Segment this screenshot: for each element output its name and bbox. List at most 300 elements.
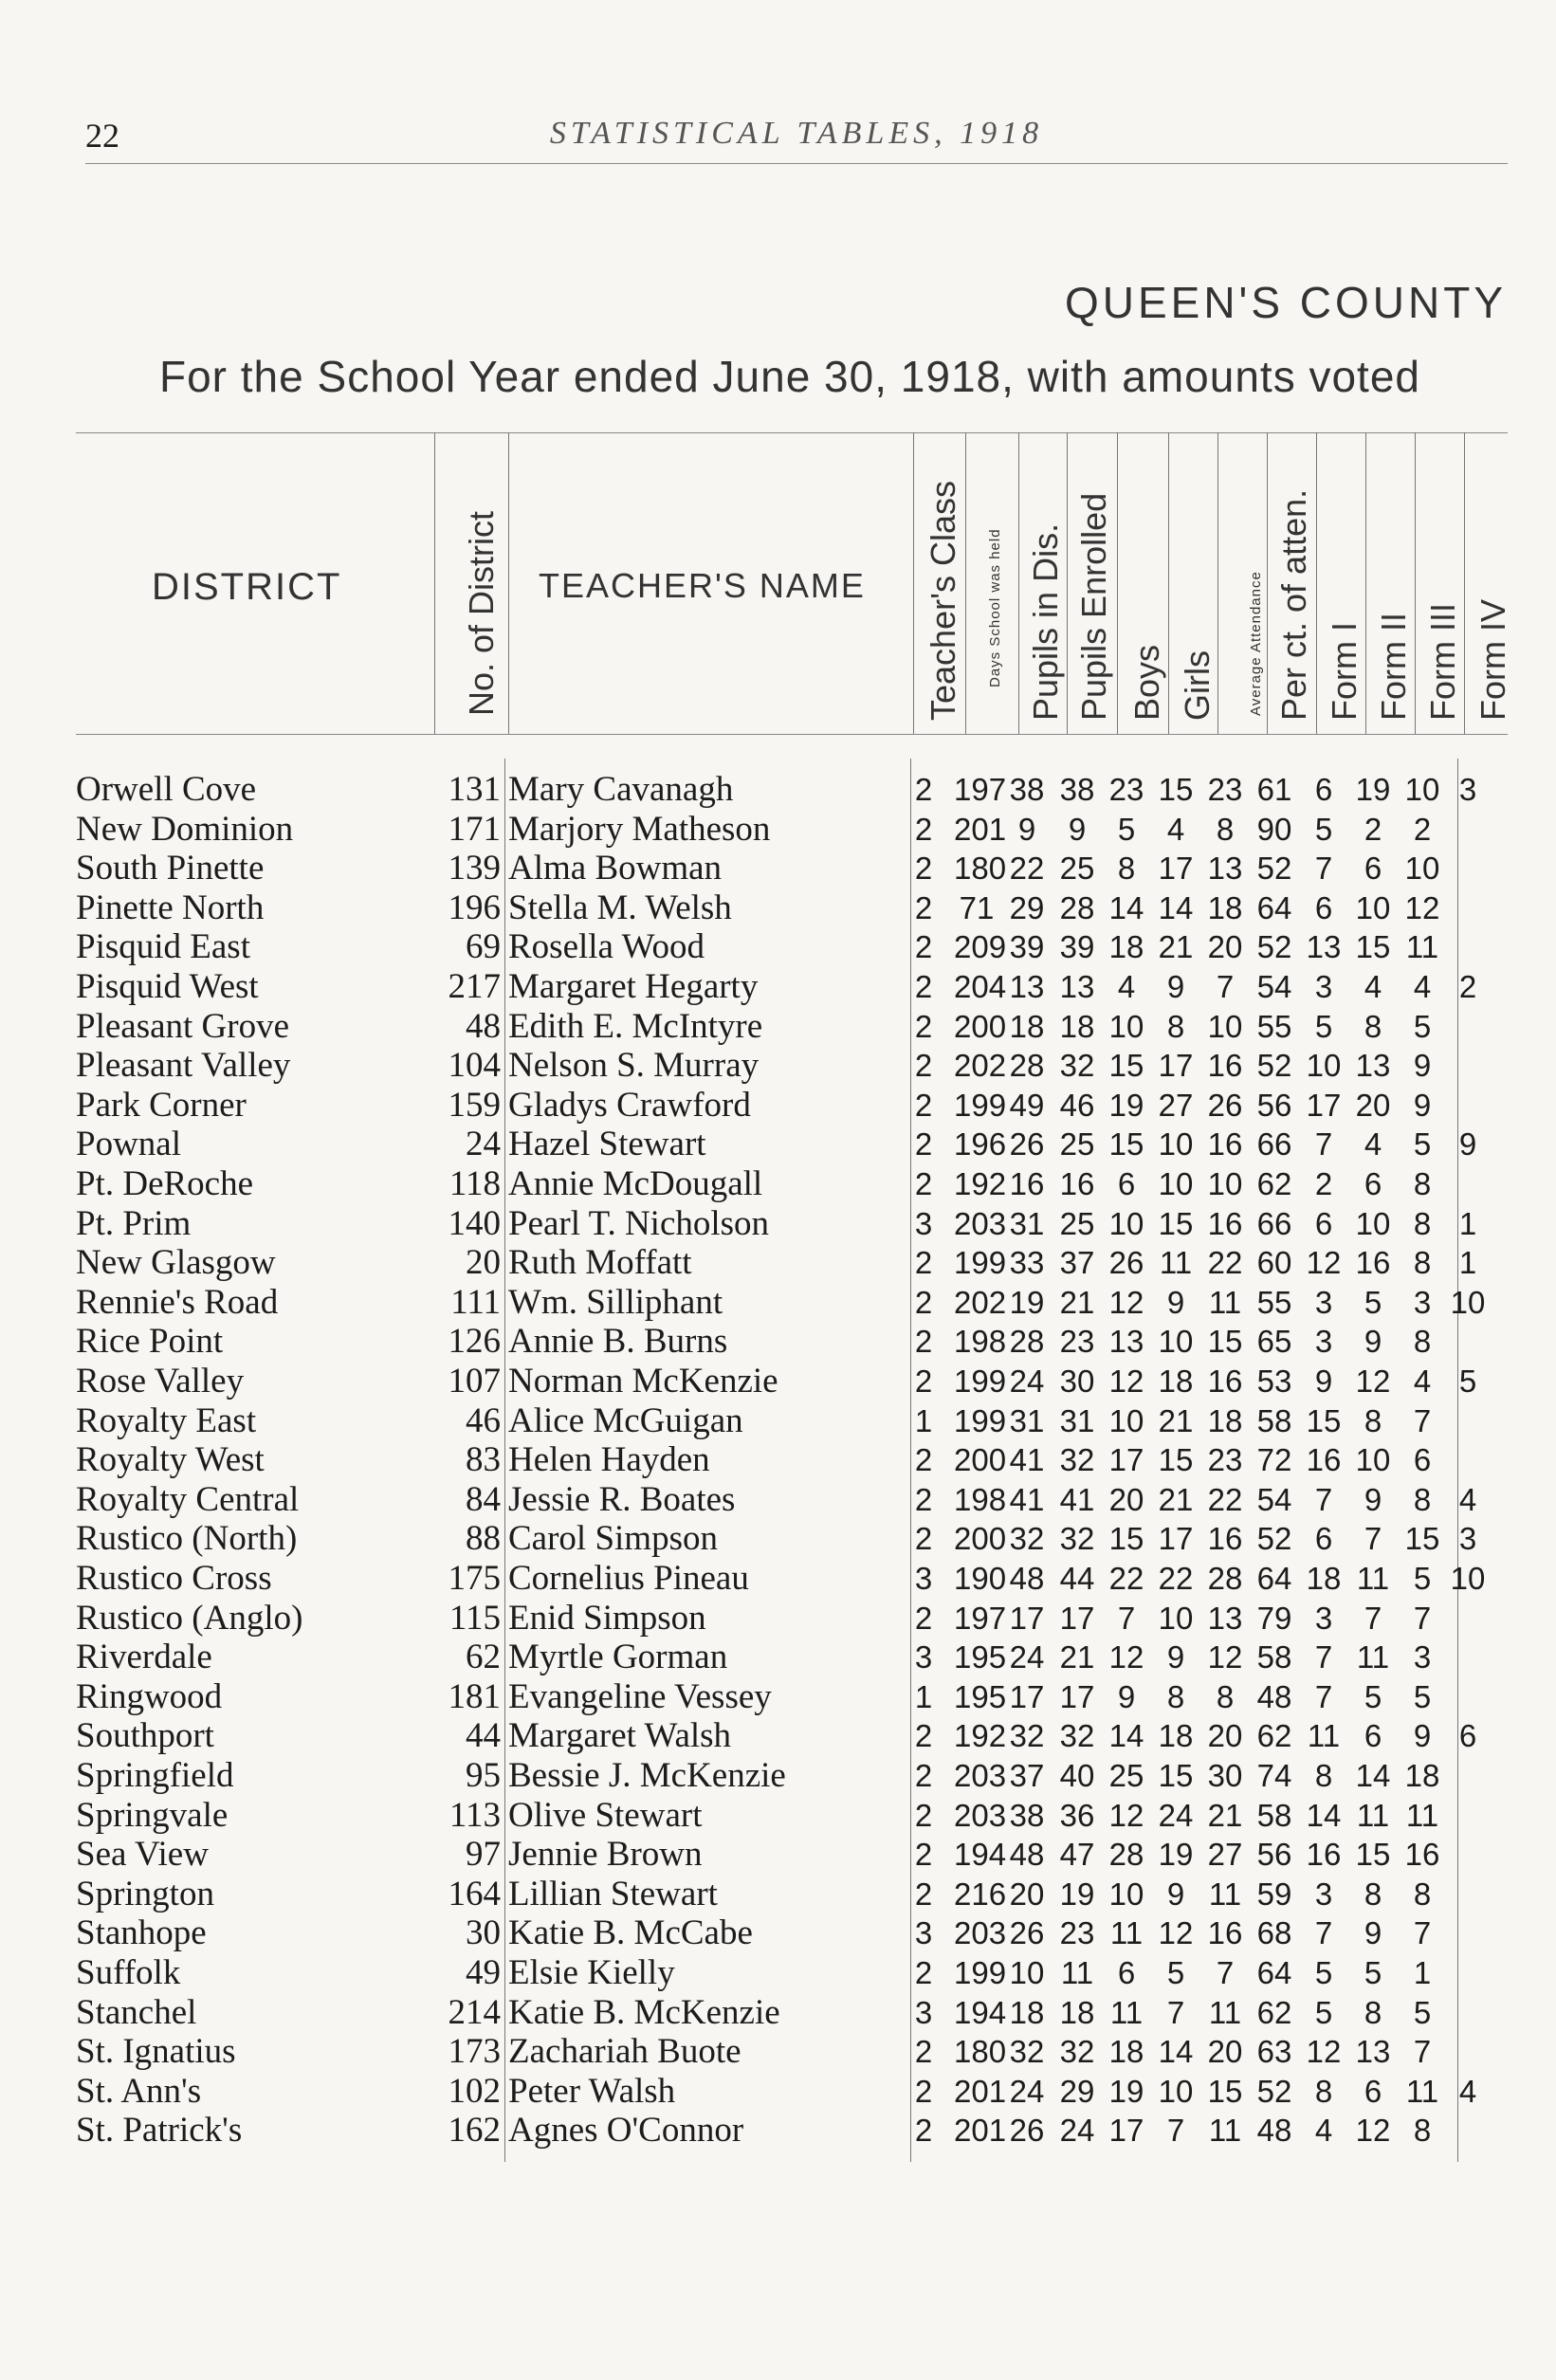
district-name: Pownal (76, 1125, 181, 1163)
percent-attendance-value: 52 (1256, 851, 1292, 886)
form-3-value: 3 (1413, 1639, 1432, 1675)
form-4-value: 3 (1458, 772, 1477, 807)
form-1-value: 14 (1306, 1798, 1342, 1833)
percent-attendance-value: 52 (1256, 1521, 1292, 1556)
pupils-enrolled-value: 23 (1059, 1915, 1095, 1950)
average-attendance-value: 11 (1208, 2113, 1242, 2148)
teachers-class-value: 2 (914, 1718, 933, 1753)
days-held-value: 194 (954, 1837, 1007, 1872)
days-held-value: 203 (954, 1915, 1007, 1950)
form-3-value: 8 (1413, 1166, 1432, 1201)
form-1-value: 3 (1314, 1324, 1333, 1359)
boys-value: 11 (1109, 1915, 1144, 1950)
form-4-value (1445, 1599, 1491, 1639)
district-number: 196 (448, 888, 501, 927)
form-4-value: 10 (1450, 1285, 1486, 1320)
pupils-in-district-value: 28 (1009, 1048, 1045, 1083)
days-held-value: 204 (954, 969, 1007, 1004)
district-number: 62 (466, 1638, 501, 1676)
district-number: 88 (466, 1519, 501, 1558)
pupils-in-district-value: 28 (1009, 1324, 1045, 1359)
boys-value: 25 (1108, 1758, 1144, 1793)
district-name: Royalty East (76, 1401, 257, 1440)
form-3-value: 5 (1413, 1679, 1432, 1714)
pupils-enrolled-value: 13 (1059, 969, 1095, 1004)
days-held-column-header: Days School was held (987, 528, 1003, 687)
district-name: Royalty Central (76, 1480, 300, 1519)
pupils-in-district-value: 33 (1009, 1245, 1045, 1280)
pupils-enrolled-column-header: Pupils Enrolled (1074, 492, 1113, 721)
percent-attendance-value: 59 (1256, 1877, 1292, 1912)
days-held-value: 198 (954, 1324, 1007, 1359)
district-number-column-header: No. of District (462, 510, 501, 716)
teachers-class-value: 2 (914, 1442, 933, 1477)
teacher-name: Myrtle Gorman (508, 1638, 728, 1676)
form-4-value (1445, 1875, 1491, 1914)
district-name: Springfield (76, 1756, 234, 1795)
form-1-value: 12 (1306, 2034, 1342, 2069)
boys-value: 23 (1108, 772, 1144, 807)
teachers-class-value: 1 (914, 1679, 933, 1714)
percent-attendance-value: 48 (1256, 1679, 1292, 1714)
girls-value: 24 (1158, 1798, 1194, 1833)
form-3-value: 11 (1405, 929, 1439, 964)
pupils-enrolled-value: 31 (1059, 1403, 1095, 1438)
pupils-enrolled-value: 38 (1059, 772, 1095, 807)
girls-value: 8 (1166, 1679, 1185, 1714)
average-attendance-value: 18 (1207, 890, 1243, 925)
form-4-value (1445, 1913, 1491, 1953)
girls-value: 10 (1158, 1324, 1194, 1359)
district-name: Stanhope (76, 1913, 207, 1952)
average-attendance-value: 11 (1208, 1877, 1242, 1912)
average-attendance-value: 16 (1207, 1048, 1243, 1083)
boys-value: 4 (1117, 969, 1136, 1004)
girls-value: 11 (1159, 1245, 1193, 1280)
pupils-enrolled-value: 9 (1068, 812, 1087, 847)
percent-attendance-value: 63 (1256, 2034, 1292, 2069)
form-4-column-header: Form IV (1474, 598, 1512, 721)
pupils-in-district-value: 31 (1009, 1206, 1045, 1241)
column-rule (1018, 432, 1019, 734)
form-4-value (1445, 1086, 1491, 1126)
form-3-value: 9 (1413, 1718, 1432, 1753)
teacher-name: Jennie Brown (508, 1835, 703, 1874)
percent-attendance-value: 54 (1256, 969, 1292, 1004)
district-name: Park Corner (76, 1086, 247, 1125)
pupils-in-district-value: 13 (1009, 969, 1045, 1004)
boys-value: 8 (1117, 851, 1136, 886)
percent-attendance-value: 64 (1256, 1561, 1292, 1596)
form-3-value: 7 (1413, 2034, 1432, 2069)
days-held-value: 195 (954, 1679, 1007, 1714)
district-number: 181 (448, 1677, 501, 1716)
form-3-value: 7 (1413, 1403, 1432, 1438)
days-held-value: 200 (954, 1009, 1007, 1044)
form-4-value: 1 (1458, 1245, 1477, 1280)
form-3-value: 5 (1413, 1009, 1432, 1044)
teachers-class-value: 2 (914, 1758, 933, 1793)
column-rule (913, 432, 914, 734)
form-3-column-header: Form III (1423, 603, 1462, 721)
days-held-value: 200 (954, 1521, 1007, 1556)
pupils-enrolled-value: 47 (1059, 1837, 1095, 1872)
form-2-value: 8 (1364, 1009, 1382, 1044)
days-held-value: 192 (954, 1166, 1007, 1201)
form-2-value: 4 (1364, 1126, 1382, 1162)
girls-value: 27 (1158, 1088, 1194, 1123)
page-number: 22 (85, 117, 119, 155)
girls-value: 9 (1166, 1639, 1185, 1675)
teachers-class-value: 2 (914, 812, 933, 847)
boys-value: 13 (1108, 1324, 1144, 1359)
district-number: 164 (448, 1875, 501, 1913)
girls-column-header: Girls (1178, 650, 1217, 721)
pupils-in-district-value: 39 (1009, 929, 1045, 964)
column-rule (1316, 432, 1317, 734)
teacher-name: Evangeline Vessey (508, 1677, 772, 1716)
percent-attendance-value: 66 (1256, 1206, 1292, 1241)
form-2-value: 16 (1355, 1245, 1391, 1280)
average-attendance-value: 20 (1207, 2034, 1243, 2069)
form-2-value: 5 (1364, 1285, 1382, 1320)
average-attendance-value: 11 (1208, 1285, 1242, 1320)
days-held-value: 197 (954, 772, 1007, 807)
teachers-class-value: 2 (914, 851, 933, 886)
girls-value: 4 (1166, 812, 1185, 847)
boys-value: 22 (1108, 1561, 1144, 1596)
percent-attendance-value: 54 (1256, 1482, 1292, 1517)
form-1-value: 5 (1314, 1955, 1333, 1990)
form-1-value: 7 (1314, 1482, 1333, 1517)
district-number: 104 (448, 1046, 501, 1085)
form-1-value: 6 (1314, 1521, 1333, 1556)
teacher-name: Nelson S. Murray (508, 1046, 760, 1085)
girls-value: 9 (1166, 1285, 1185, 1320)
pupils-enrolled-value: 36 (1059, 1798, 1095, 1833)
district-number: 48 (466, 1007, 501, 1046)
average-attendance-value: 16 (1207, 1364, 1243, 1399)
girls-value: 15 (1158, 1442, 1194, 1477)
district-name: Pisquid East (76, 927, 250, 966)
form-2-value: 6 (1364, 1718, 1382, 1753)
average-attendance-value: 11 (1208, 1995, 1242, 2030)
form-2-value: 5 (1364, 1955, 1382, 1990)
teacher-name: Margaret Hegarty (508, 967, 759, 1006)
district-name: South Pinette (76, 849, 265, 888)
days-held-value: 201 (954, 2074, 1007, 2109)
district-number: 171 (448, 810, 501, 849)
percent-attendance-value: 60 (1256, 1245, 1292, 1280)
form-1-value: 5 (1314, 1009, 1333, 1044)
average-attendance-value: 23 (1207, 1442, 1243, 1477)
district-number: 118 (448, 1164, 501, 1203)
boys-value: 19 (1108, 2074, 1144, 2109)
form-1-value: 9 (1314, 1364, 1333, 1399)
form-2-value: 20 (1355, 1088, 1391, 1123)
table-subtitle: For the School Year ended June 30, 1918, with amounts voted (159, 352, 1420, 401)
pupils-in-district-value: 17 (1009, 1601, 1045, 1636)
form-1-value: 7 (1314, 1126, 1333, 1162)
percent-attendance-value: 48 (1256, 2113, 1292, 2148)
form-3-value: 2 (1413, 812, 1432, 847)
teachers-class-value: 2 (914, 1048, 933, 1083)
pupils-in-district-value: 32 (1009, 2034, 1045, 2069)
pupils-enrolled-value: 29 (1059, 2074, 1095, 2109)
percent-attendance-value: 66 (1256, 1126, 1292, 1162)
teachers-class-column-header: Teacher's Class (924, 481, 962, 721)
form-2-value: 6 (1364, 851, 1382, 886)
district-name: Pt. DeRoche (76, 1164, 254, 1203)
pupils-in-district-value: 32 (1009, 1521, 1045, 1556)
form-1-value: 6 (1314, 772, 1333, 807)
girls-value: 7 (1166, 1995, 1185, 2030)
form-3-value: 4 (1413, 969, 1432, 1004)
pupils-enrolled-value: 18 (1059, 1009, 1095, 1044)
district-name: Pinette North (76, 888, 265, 927)
girls-value: 15 (1158, 1758, 1194, 1793)
form-4-value: 1 (1458, 1206, 1477, 1241)
teacher-name: Enid Simpson (508, 1599, 706, 1638)
form-1-value: 17 (1306, 1088, 1342, 1123)
district-name: Rennie's Road (76, 1283, 279, 1322)
girls-value: 5 (1166, 1955, 1185, 1990)
form-4-value (1445, 810, 1491, 850)
form-3-value: 8 (1413, 1245, 1432, 1280)
form-2-value: 13 (1355, 2034, 1391, 2069)
boys-value: 9 (1117, 1679, 1136, 1714)
days-held-value: 196 (954, 1126, 1007, 1162)
district-number: 126 (448, 1322, 501, 1361)
teacher-name: Katie B. McKenzie (508, 1993, 780, 2032)
teachers-class-value: 3 (914, 1995, 933, 2030)
percent-attendance-value: 79 (1256, 1601, 1292, 1636)
girls-value: 21 (1158, 929, 1194, 964)
form-4-value (1445, 1993, 1491, 2033)
pupils-in-district-value: 17 (1009, 1679, 1045, 1714)
percent-attendance-value: 64 (1256, 1955, 1292, 1990)
boys-value: 26 (1108, 1245, 1144, 1280)
district-name: Southport (76, 1716, 214, 1755)
form-4-value (1445, 1756, 1491, 1796)
pupils-enrolled-value: 32 (1059, 2034, 1095, 2069)
pupils-in-district-value: 29 (1009, 890, 1045, 925)
form-1-value: 16 (1306, 1837, 1342, 1872)
form-1-value: 3 (1314, 1285, 1333, 1320)
teachers-class-value: 2 (914, 969, 933, 1004)
days-held-value: 203 (954, 1206, 1007, 1241)
form-1-value: 6 (1314, 1206, 1333, 1241)
form-4-value (1445, 1835, 1491, 1875)
pupils-in-district-value: 26 (1009, 2113, 1045, 2148)
teachers-class-value: 2 (914, 2034, 933, 2069)
district-number: 30 (466, 1913, 501, 1952)
column-rule (1117, 432, 1118, 734)
boys-value: 18 (1108, 2034, 1144, 2069)
percent-attendance-value: 68 (1256, 1915, 1292, 1950)
boys-value: 5 (1117, 812, 1136, 847)
teacher-name: Cornelius Pineau (508, 1559, 749, 1598)
average-attendance-value: 8 (1216, 812, 1235, 847)
teachers-class-value: 2 (914, 1166, 933, 1201)
district-name: Rustico (North) (76, 1519, 298, 1558)
district-name: Rose Valley (76, 1362, 245, 1401)
girls-value: 10 (1158, 1601, 1194, 1636)
form-4-value (1445, 1440, 1491, 1480)
average-attendance-value: 28 (1207, 1561, 1243, 1596)
district-number: 83 (466, 1440, 501, 1479)
average-attendance-value: 23 (1207, 772, 1243, 807)
days-held-value: 199 (954, 1364, 1007, 1399)
teacher-name: Hazel Stewart (508, 1125, 706, 1163)
column-rule (1365, 432, 1366, 734)
form-3-value: 8 (1413, 1206, 1432, 1241)
form-2-value: 11 (1356, 1561, 1390, 1596)
county-title: QUEEN'S COUNTY (1064, 278, 1507, 327)
days-held-value: 197 (954, 1601, 1007, 1636)
average-attendance-value: 7 (1216, 1955, 1235, 1990)
district-name: St. Ann's (76, 2072, 202, 2111)
form-3-value: 5 (1413, 1561, 1432, 1596)
form-1-value: 2 (1314, 1166, 1333, 1201)
form-2-value: 10 (1355, 1206, 1391, 1241)
boys-value: 12 (1108, 1364, 1144, 1399)
district-name: Rustico (Anglo) (76, 1599, 303, 1638)
form-3-value: 11 (1405, 2074, 1439, 2109)
teachers-class-value: 2 (914, 1955, 933, 1990)
boys-value: 6 (1117, 1166, 1136, 1201)
percent-attendance-value: 62 (1256, 1995, 1292, 2030)
form-3-value: 6 (1413, 1442, 1432, 1477)
district-number: 217 (448, 967, 501, 1006)
district-number: 20 (466, 1243, 501, 1282)
pupils-enrolled-value: 32 (1059, 1521, 1095, 1556)
district-name: Suffolk (76, 1953, 181, 1992)
pupils-enrolled-value: 24 (1059, 2113, 1095, 2148)
average-attendance-value: 7 (1216, 969, 1235, 1004)
form-2-value: 12 (1355, 1364, 1391, 1399)
pupils-in-district-value: 41 (1009, 1442, 1045, 1477)
boys-value: 28 (1108, 1837, 1144, 1872)
boys-value: 10 (1108, 1009, 1144, 1044)
form-2-value: 13 (1355, 1048, 1391, 1083)
pupils-enrolled-value: 21 (1059, 1639, 1095, 1675)
pupils-in-district-value: 38 (1009, 772, 1045, 807)
teacher-name: Agnes O'Connor (508, 2111, 744, 2150)
district-name: St. Patrick's (76, 2111, 243, 2150)
form-4-value (1445, 1796, 1491, 1836)
form-3-value: 9 (1413, 1048, 1432, 1083)
average-attendance-value: 20 (1207, 1718, 1243, 1753)
form-3-value: 3 (1413, 1285, 1432, 1320)
pupils-in-district-value: 10 (1009, 1955, 1045, 1990)
form-3-value: 8 (1413, 1482, 1432, 1517)
teacher-name: Annie McDougall (508, 1164, 763, 1203)
form-2-value: 5 (1364, 1679, 1382, 1714)
form-3-value: 7 (1413, 1601, 1432, 1636)
teacher-name: Carol Simpson (508, 1519, 718, 1558)
pupils-enrolled-value: 18 (1059, 1995, 1095, 2030)
form-3-value: 7 (1413, 1915, 1432, 1950)
girls-value: 17 (1158, 1048, 1194, 1083)
form-4-value (1445, 1046, 1491, 1086)
form-2-value: 10 (1355, 1442, 1391, 1477)
column-rule (508, 432, 509, 734)
teacher-name: Margaret Walsh (508, 1716, 732, 1755)
form-2-column-header: Form II (1374, 613, 1413, 721)
teachers-class-value: 2 (914, 890, 933, 925)
form-4-value: 4 (1458, 2074, 1477, 2109)
teachers-class-value: 2 (914, 1601, 933, 1636)
teacher-name: Olive Stewart (508, 1796, 703, 1835)
form-2-value: 2 (1364, 812, 1382, 847)
percent-attendance-value: 72 (1256, 1442, 1292, 1477)
percent-attendance-value: 55 (1256, 1009, 1292, 1044)
district-number: 131 (448, 770, 501, 809)
district-number: 139 (448, 849, 501, 888)
girls-value: 14 (1158, 890, 1194, 925)
form-1-value: 6 (1314, 890, 1333, 925)
percent-attendance-value: 52 (1256, 2074, 1292, 2109)
column-rule (1067, 432, 1068, 734)
form-1-value: 18 (1306, 1561, 1342, 1596)
teacher-name: Wm. Silliphant (508, 1283, 723, 1322)
pupils-enrolled-value: 32 (1059, 1048, 1095, 1083)
boys-column-header: Boys (1127, 644, 1166, 721)
average-attendance-value: 20 (1207, 929, 1243, 964)
days-held-value: 200 (954, 1442, 1007, 1477)
form-4-value: 9 (1458, 1126, 1477, 1162)
form-2-value: 15 (1355, 1837, 1391, 1872)
form-1-value: 8 (1314, 2074, 1333, 2109)
form-2-value: 12 (1355, 2113, 1391, 2148)
district-number: 95 (466, 1756, 501, 1795)
teachers-class-value: 3 (914, 1639, 933, 1675)
form-2-value: 4 (1364, 969, 1382, 1004)
girls-value: 14 (1158, 2034, 1194, 2069)
form-2-value: 8 (1364, 1877, 1382, 1912)
form-1-value: 8 (1314, 1758, 1333, 1793)
boys-value: 7 (1117, 1601, 1136, 1636)
teacher-name: Annie B. Burns (508, 1322, 728, 1361)
percent-attendance-value: 65 (1256, 1324, 1292, 1359)
district-name: St. Ignatius (76, 2032, 236, 2071)
boys-value: 14 (1108, 890, 1144, 925)
form-4-value (1445, 1953, 1491, 1993)
pupils-enrolled-value: 25 (1059, 851, 1095, 886)
header-bottom-rule (76, 734, 1508, 735)
district-name: Springvale (76, 1796, 229, 1835)
average-attendance-value: 22 (1207, 1482, 1243, 1517)
pupils-enrolled-value: 44 (1059, 1561, 1095, 1596)
teachers-class-value: 2 (914, 2113, 933, 2148)
teacher-name: Zachariah Buote (508, 2032, 741, 2071)
teacher-name: Peter Walsh (508, 2072, 676, 2111)
form-1-value: 7 (1314, 1915, 1333, 1950)
percent-attendance-value: 64 (1256, 890, 1292, 925)
district-number: 140 (448, 1204, 501, 1243)
form-1-value: 3 (1314, 1877, 1333, 1912)
form-1-value: 11 (1307, 1718, 1341, 1753)
pupils-in-district-value: 26 (1009, 1915, 1045, 1950)
average-attendance-value: 15 (1207, 2074, 1243, 2109)
percent-attendance-value: 58 (1256, 1403, 1292, 1438)
district-name: New Glasgow (76, 1243, 276, 1282)
running-title: STATISTICAL TABLES, 1918 (549, 116, 1044, 151)
district-number: 44 (466, 1716, 501, 1755)
average-attendance-value: 26 (1207, 1088, 1243, 1123)
teacher-name: Lillian Stewart (508, 1875, 718, 1913)
